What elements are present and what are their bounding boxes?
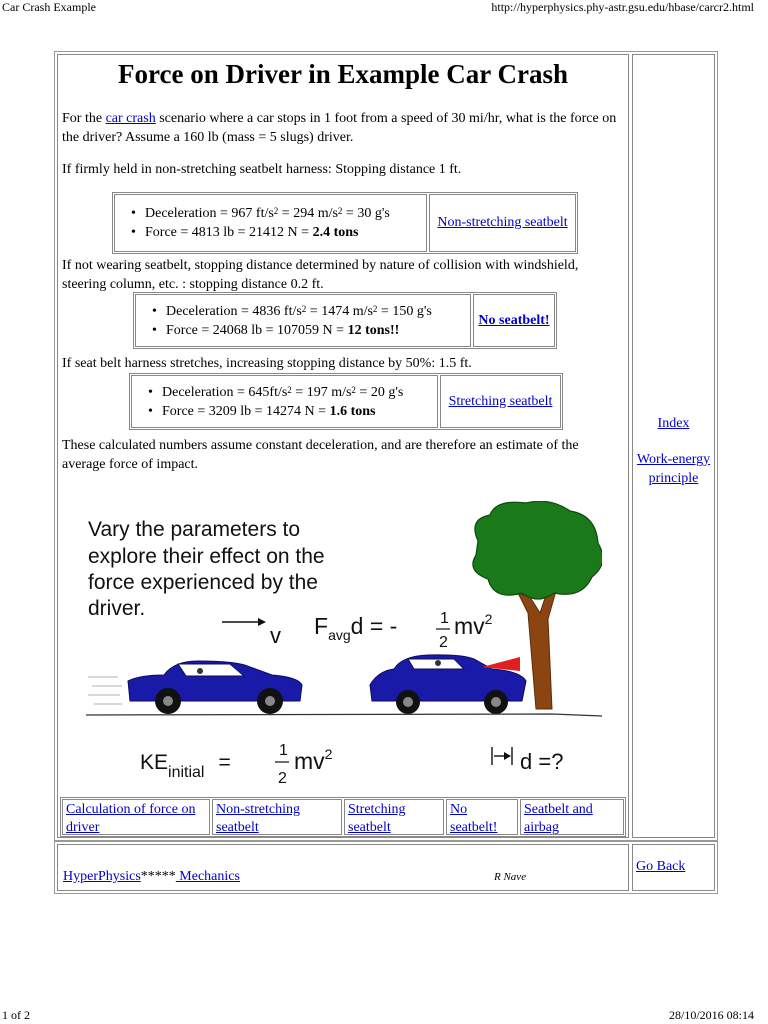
non-stretching-seatbelt-link[interactable]: Non-stretching seatbelt <box>437 215 568 230</box>
nav-link-seatbelt-airbag[interactable]: Seatbelt and airbag <box>524 802 593 835</box>
distance-label: d =? <box>520 749 564 774</box>
page-title: Force on Driver in Example Car Crash <box>118 59 568 89</box>
figure-caption-line-4: driver. <box>88 597 146 620</box>
page-footer-timestamp: 28/10/2016 08:14 <box>668 1008 754 1022</box>
velocity-label: v <box>270 623 281 648</box>
page-footer-number: 1 of 2 <box>2 1008 30 1022</box>
scenario-3-deceleration: • Deceleration = $645ft/s^2 = 197$ $m/s^2 = 20$ g's <box>132 383 403 402</box>
no-seatbelt-link[interactable]: No seatbelt! <box>478 312 550 328</box>
work-energy-link[interactable]: Work-energy principle <box>636 452 711 486</box>
scenario-1-intro: If firmly held in non-stretching seatbelt harness: Stopping distance 1 ft. <box>62 162 462 177</box>
nav-link-calculation[interactable]: Calculation of force on driver <box>66 802 196 835</box>
ke-eq-frac-den: 2 <box>278 770 287 787</box>
intro-paragraph: For the car crash scenario where a car stops in 1 foot from a speed of 30 mi/hr, what is the force on the driver? Assume a 160 lb (mass = 5 slugs) driver. <box>62 111 617 145</box>
conclusion-paragraph: These calculated numbers assume constant deceleration, and are therefore an estimate of the average force of impact. <box>62 438 579 472</box>
hyperphysics-link[interactable]: HyperPhysics <box>63 869 141 884</box>
nav-link-stretching[interactable]: Stretching seatbelt <box>348 802 406 835</box>
nav-link-no-seatbelt[interactable]: No seatbelt! <box>450 802 498 835</box>
car-crash-link[interactable]: car crash <box>105 111 156 126</box>
force-eq-frac-num: 1 <box>440 610 449 627</box>
page-header-title: Car Crash Example <box>2 0 96 14</box>
moving-car-icon <box>128 661 302 714</box>
distance-marker <box>492 747 512 765</box>
ke-eq-mv: $mv^2$ <box>294 746 333 774</box>
scenario-2-force: • Force = 24068 lb = 107059 N = 12 tons!! <box>136 321 432 340</box>
scenario-3-force: • Force = 3209 lb = 14274 N = 1.6 tons <box>132 402 403 421</box>
author-credit: R Nave <box>494 871 527 883</box>
scenario-3-intro: If seat belt harness stretches, increasing stopping distance by 50%: 1.5 ft. <box>62 356 472 371</box>
scenario-2-intro: If not wearing seatbelt, stopping distance determined by nature of collision with windshield, steering column, etc. : stopping distance 0.2 ft. <box>62 258 579 292</box>
stars: ***** <box>140 869 176 884</box>
related-links-row <box>60 797 626 837</box>
page-header-url: http://hyperphysics.phy-astr.gsu.edu/hbase/carcr2.html <box>491 0 754 14</box>
main-cell <box>57 54 629 838</box>
car-crash-figure[interactable] <box>82 501 602 801</box>
nav-link-non-stretching[interactable]: Non-stretching seatbelt <box>216 802 300 835</box>
stretching-seatbelt-link[interactable]: Stretching seatbelt <box>448 393 553 409</box>
mechanics-link[interactable]: Mechanics <box>175 869 240 884</box>
force-equation: $F_{avg}d$ = - <box>314 613 398 643</box>
footer-table <box>54 841 718 894</box>
ke-eq-frac-num: 1 <box>279 742 288 759</box>
speed-lines <box>88 677 122 704</box>
scenario-1-force: • Force = 4813 lb = 21412 N = 2.4 tons <box>115 223 390 242</box>
figure-caption-line-2: explore their effect on the <box>88 545 325 568</box>
ground-line <box>86 714 602 716</box>
index-link[interactable]: Index <box>657 416 690 431</box>
force-eq-frac-den: 2 <box>439 634 448 651</box>
scenario-1-deceleration: • Deceleration = 967 $ft/s^2 = 294$ $m/s^2 = 30$ g's <box>115 204 390 223</box>
go-back-link[interactable]: Go Back <box>636 859 686 874</box>
ke-equation: $KE_{initial}$ = <box>140 751 231 781</box>
scenario-1-box <box>112 192 578 254</box>
force-eq-mv: $mv^2$ <box>454 611 493 639</box>
figure-caption-line-3: force experienced by the <box>88 571 318 594</box>
scenario-3-box <box>129 373 563 430</box>
figure-caption-line-1: Vary the parameters to <box>88 518 301 541</box>
scenario-2-deceleration: • Deceleration = 4836 $ft/s^2 = 1474$ $m/s^2 = 150$ g's <box>136 302 432 321</box>
scenario-2-box <box>133 292 557 349</box>
crashed-car-icon <box>370 655 526 714</box>
content-table <box>54 51 718 841</box>
velocity-arrow <box>222 618 266 626</box>
sidebar-cell <box>632 54 715 838</box>
